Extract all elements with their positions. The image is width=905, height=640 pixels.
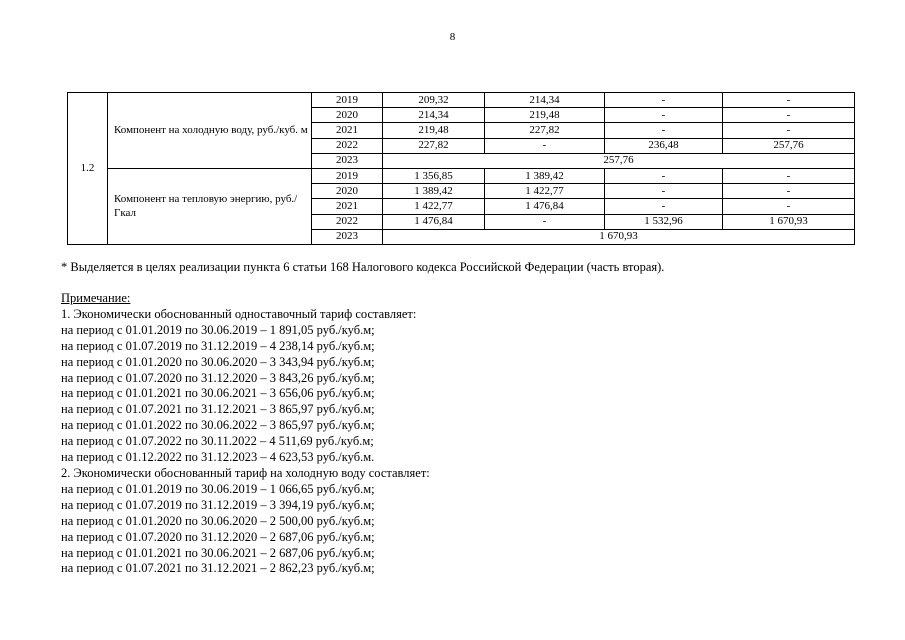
row-number-cell: 1.2 xyxy=(68,93,108,245)
year-cell: 2022 xyxy=(312,138,383,153)
note-line: на период с 01.07.2020 по 31.12.2020 – 2 687,06 руб./куб.м; xyxy=(61,529,375,544)
note-line: на период с 01.07.2022 по 30.11.2022 – 4 511,69 руб./куб.м; xyxy=(61,434,374,449)
year-cell: 2021 xyxy=(312,123,383,138)
note-line: на период с 01.07.2019 по 31.12.2019 – 3 394,19 руб./куб.м; xyxy=(61,497,375,512)
note-line: на период с 01.01.2021 по 30.06.2021 – 2 687,06 руб./куб.м; xyxy=(61,545,375,560)
note-line: на период с 01.07.2021 по 31.12.2021 – 2 862,23 руб./куб.м; xyxy=(61,561,375,576)
year-cell: 2020 xyxy=(312,108,383,123)
notes-section xyxy=(61,291,430,577)
value-cell: 209,32 xyxy=(383,93,485,108)
year-cell: 2021 xyxy=(312,199,383,214)
note-line: 1. Экономически обоснованный одноставочный тариф составляет: xyxy=(61,306,417,321)
note-line: на период с 01.07.2020 по 31.12.2020 – 3 843,26 руб./куб.м; xyxy=(61,370,375,385)
note-line: на период с 01.01.2020 по 30.06.2020 – 3 343,94 руб./куб.м; xyxy=(61,354,375,369)
tariff-table xyxy=(67,92,855,245)
merged-value-cell: 1 670,93 xyxy=(383,229,855,244)
year-cell: 2019 xyxy=(312,168,383,183)
value-cell: - xyxy=(605,108,723,123)
value-cell: - xyxy=(723,184,855,199)
value-cell: - xyxy=(605,168,723,183)
note-line: на период с 01.07.2021 по 31.12.2021 – 3 865,97 руб./куб.м; xyxy=(61,402,375,417)
value-cell: 1 476,84 xyxy=(383,214,485,229)
value-cell: 1 476,84 xyxy=(485,199,605,214)
value-cell: - xyxy=(485,138,605,153)
footnote: * Выделяется в целях реализации пункта 6 статьи 168 Налогового кодекса Российской Федерации (часть вторая). xyxy=(61,260,665,274)
value-cell: 214,34 xyxy=(383,108,485,123)
value-cell: - xyxy=(605,123,723,138)
note-line: 2. Экономически обоснованный тариф на холодную воду составляет: xyxy=(61,465,430,480)
value-cell: - xyxy=(723,93,855,108)
year-cell: 2022 xyxy=(312,214,383,229)
year-cell: 2019 xyxy=(312,93,383,108)
value-cell: 1 670,93 xyxy=(723,214,855,229)
value-cell: - xyxy=(485,214,605,229)
value-cell: 1 389,42 xyxy=(485,168,605,183)
merged-value-cell: 257,76 xyxy=(383,153,855,168)
component-name-cell: Компонент на тепловую энергию, руб./Гкал xyxy=(108,168,312,244)
value-cell: - xyxy=(723,108,855,123)
notes-heading: Примечание: xyxy=(61,291,131,305)
value-cell: 227,82 xyxy=(485,123,605,138)
note-line: на период с 01.01.2021 по 30.06.2021 – 3 656,06 руб./куб.м; xyxy=(61,386,375,401)
value-cell: 219,48 xyxy=(485,108,605,123)
year-cell: 2020 xyxy=(312,184,383,199)
value-cell: 236,48 xyxy=(605,138,723,153)
value-cell: - xyxy=(605,93,723,108)
note-line: на период с 01.07.2019 по 31.12.2019 – 4 238,14 руб./куб.м; xyxy=(61,338,375,353)
value-cell: - xyxy=(605,199,723,214)
page-number: 8 xyxy=(449,31,456,43)
value-cell: 219,48 xyxy=(383,123,485,138)
value-cell: 1 532,96 xyxy=(605,214,723,229)
note-line: на период с 01.01.2019 по 30.06.2019 – 1 891,05 руб./куб.м; xyxy=(61,322,375,337)
component-name-cell: Компонент на холодную воду, руб./куб. м xyxy=(108,93,312,169)
value-cell: - xyxy=(723,123,855,138)
value-cell: 257,76 xyxy=(723,138,855,153)
value-cell: 227,82 xyxy=(383,138,485,153)
value-cell: - xyxy=(723,199,855,214)
year-cell: 2023 xyxy=(312,229,383,244)
table-row xyxy=(68,168,855,183)
note-line: на период с 01.01.2020 по 30.06.2020 – 2 500,00 руб./куб.м; xyxy=(61,513,375,528)
year-cell: 2023 xyxy=(312,153,383,168)
note-line: на период с 01.01.2019 по 30.06.2019 – 1 066,65 руб./куб.м; xyxy=(61,481,375,496)
value-cell: - xyxy=(605,184,723,199)
value-cell: - xyxy=(723,168,855,183)
value-cell: 1 422,77 xyxy=(383,199,485,214)
value-cell: 1 422,77 xyxy=(485,184,605,199)
value-cell: 1 356,85 xyxy=(383,168,485,183)
note-line: на период с 01.01.2022 по 30.06.2022 – 3 865,97 руб./куб.м; xyxy=(61,418,375,433)
note-line: на период с 01.12.2022 по 31.12.2023 – 4 623,53 руб./куб.м. xyxy=(61,450,375,465)
table-row xyxy=(68,93,855,108)
value-cell: 214,34 xyxy=(485,93,605,108)
value-cell: 1 389,42 xyxy=(383,184,485,199)
